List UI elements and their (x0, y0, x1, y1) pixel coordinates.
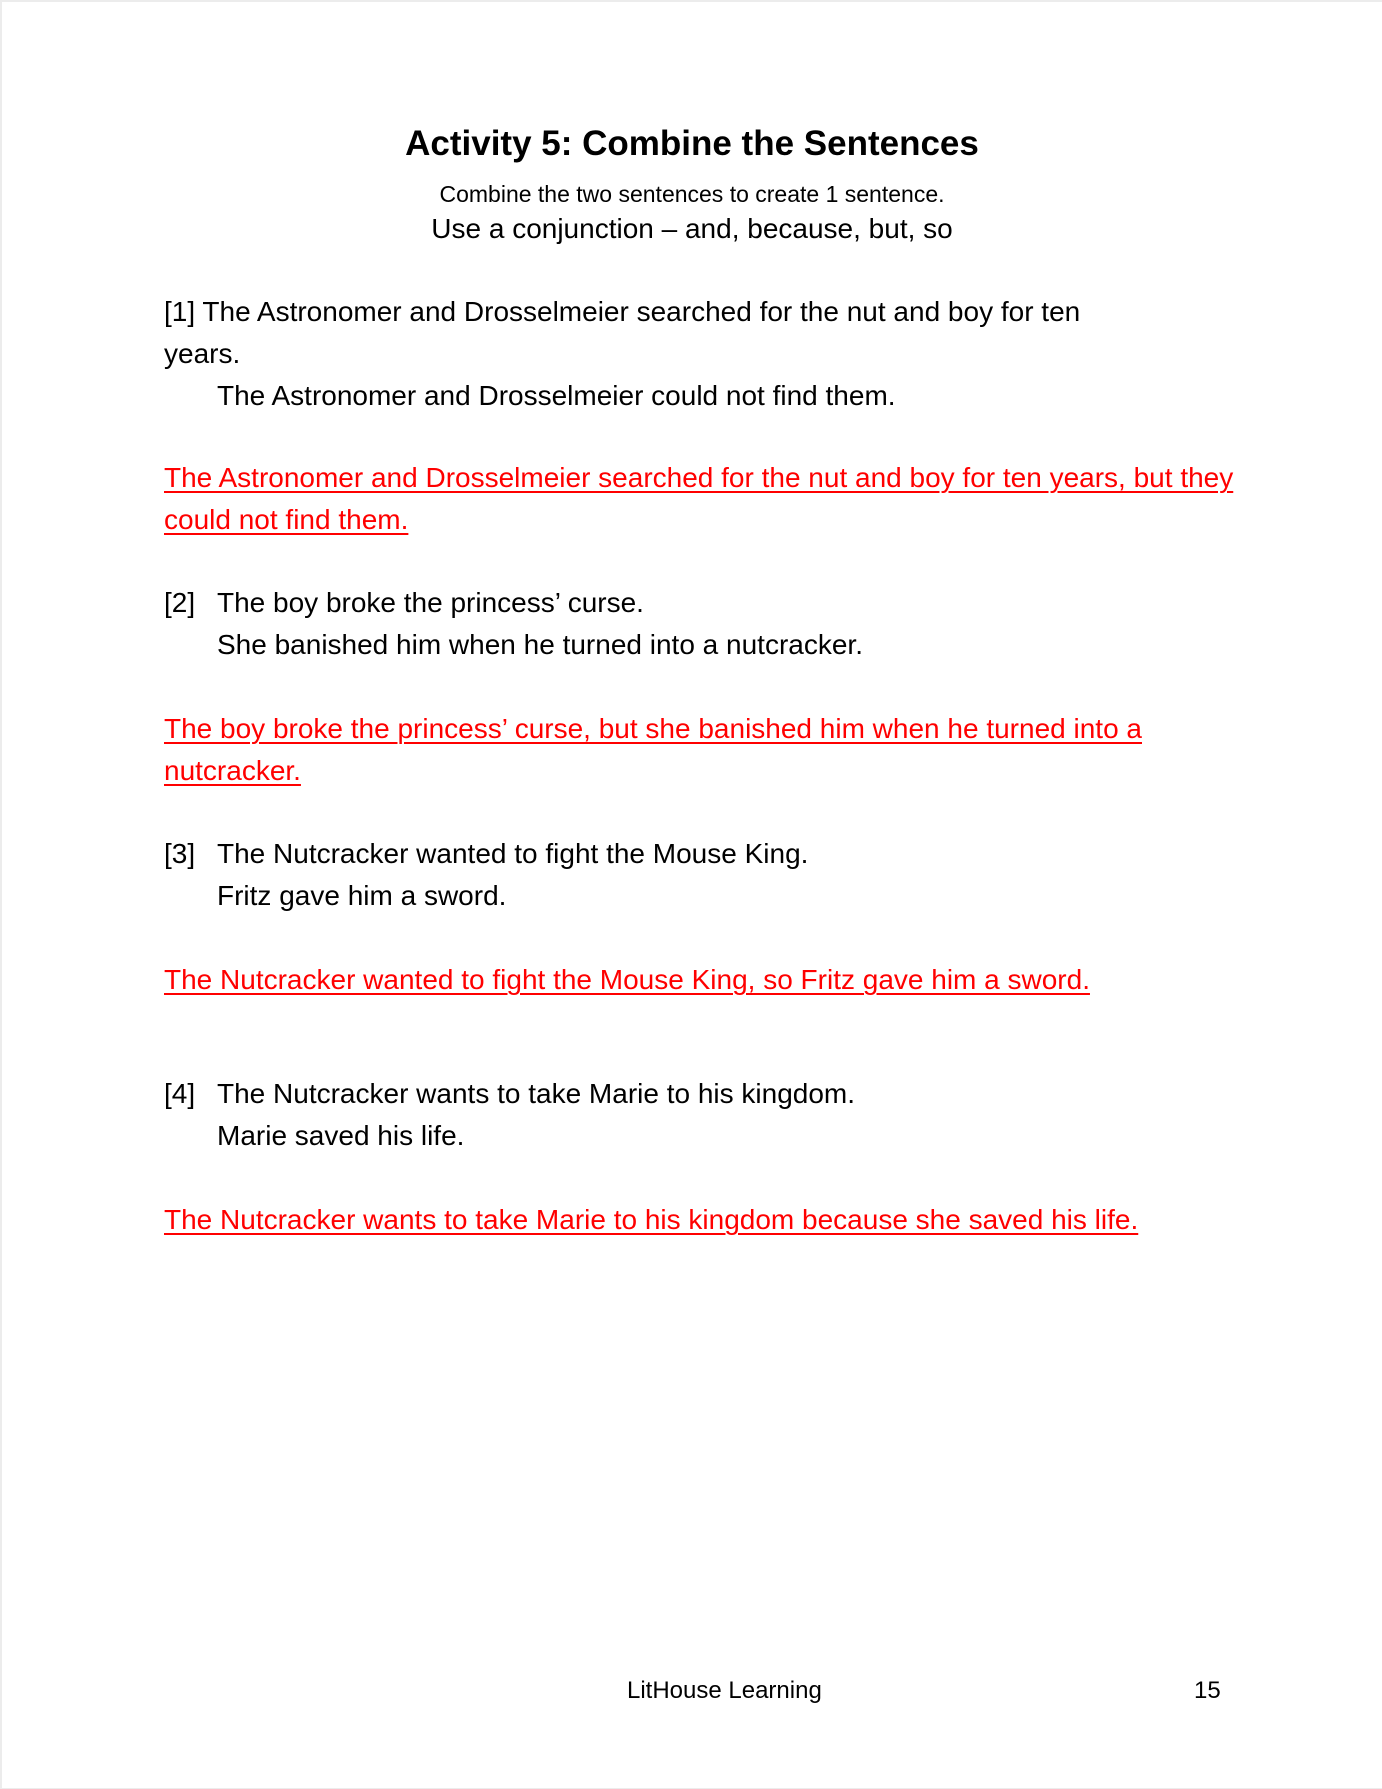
question-3 (164, 833, 1224, 917)
question-4-first-sentence: The Nutcracker wants to take Marie to his kingdom. (217, 1078, 856, 1109)
question-1-second-sentence: The Astronomer and Drosselmeier could not find them. (217, 380, 896, 411)
question-3-line-1 (164, 833, 1224, 875)
question-2-second-sentence: She banished him when he turned into a nutcracker. (217, 629, 863, 660)
instruction-line-1: Combine the two sentences to create 1 sentence. (439, 181, 945, 207)
question-3-first-sentence: The Nutcracker wanted to fight the Mouse King. (217, 838, 809, 869)
question-number: [2] (164, 587, 196, 618)
footer-publisher: LitHouse Learning (627, 1677, 822, 1704)
question-1 (164, 291, 1224, 417)
question-1-first-sentence: The Astronomer and Drosselmeier searched for the nut and boy for ten (202, 296, 1081, 327)
question-4-second-sentence: Marie saved his life. (217, 1120, 465, 1151)
question-number: [4] (164, 1078, 196, 1109)
question-4-line-1 (164, 1073, 1224, 1115)
question-number: [3] (164, 838, 196, 869)
instruction-line-2: Use a conjunction – and, because, but, so (431, 213, 953, 244)
answer-3: The Nutcracker wanted to fight the Mouse King, so Fritz gave him a sword. (164, 964, 1090, 995)
question-1-line-1 (164, 291, 1224, 333)
question-1-first-sentence-continued: years. (164, 338, 241, 369)
answer-1: The Astronomer and Drosselmeier searched for the nut and boy for ten years, but they could not find them. (164, 462, 1234, 535)
page-number: 15 (1194, 1677, 1221, 1704)
question-number: [1] (164, 296, 196, 327)
page-title: Activity 5: Combine the Sentences (405, 124, 979, 163)
question-2 (164, 582, 1224, 666)
answer-4: The Nutcracker wants to take Marie to his kingdom because she saved his life. (164, 1204, 1139, 1235)
question-2-first-sentence: The boy broke the princess’ curse. (217, 587, 644, 618)
question-4 (164, 1073, 1224, 1157)
question-2-line-1 (164, 582, 1224, 624)
question-3-second-sentence: Fritz gave him a sword. (217, 880, 507, 911)
answer-2: The boy broke the princess’ curse, but she banished him when he turned into a nutcracker. (164, 713, 1142, 786)
